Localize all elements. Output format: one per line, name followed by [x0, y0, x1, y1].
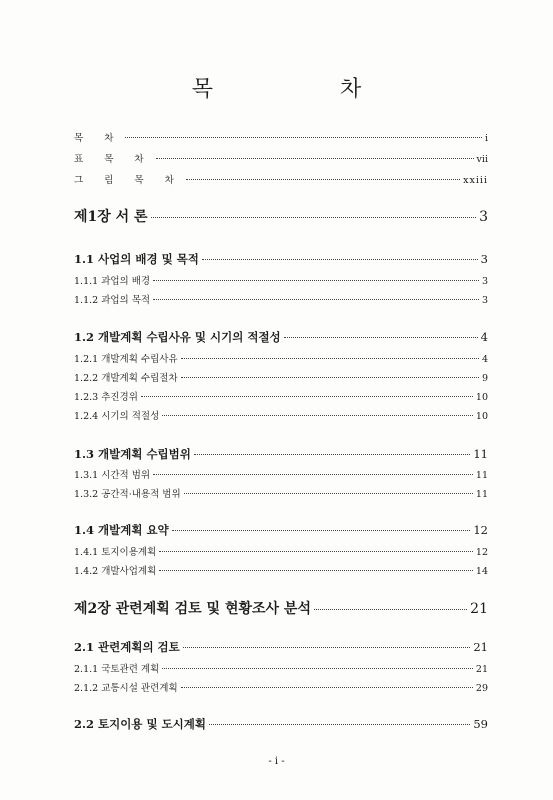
toc-entry-label: 1.2.1 개발계획 수립사유 — [74, 354, 178, 365]
toc-entry-label: 1.4 개발계획 요약 — [74, 523, 169, 537]
toc-entry-section[interactable] — [74, 446, 488, 462]
toc-entry-page: 12 — [473, 523, 488, 537]
toc-entry-page: xxiii — [463, 175, 488, 186]
dot-leader — [181, 687, 473, 688]
toc-entry-page: 4 — [481, 354, 488, 365]
toc-entry-subsection[interactable] — [74, 467, 488, 481]
toc-entry-label: 2.1.2 교통시설 관련계획 — [74, 683, 178, 694]
toc-entry-label: 그 림 목 차 — [74, 175, 183, 186]
toc-entry-page: 21 — [470, 601, 488, 617]
toc-entry-page: 3 — [481, 295, 488, 306]
toc-entry-label: 1.2 개발계획 수립사유 및 시기의 적절성 — [74, 330, 281, 344]
dot-leader — [186, 179, 460, 180]
toc-entry-label: 1.1.2 과업의 목적 — [74, 295, 151, 306]
dot-leader — [181, 377, 479, 378]
toc-entry-label: 표 목 차 — [74, 154, 153, 165]
dot-leader — [162, 415, 473, 416]
dot-leader — [141, 396, 473, 397]
toc-entry-label: 1.2.2 개발계획 수립절차 — [74, 373, 178, 384]
toc-entry-page: 9 — [481, 373, 488, 384]
toc-entry-section[interactable] — [74, 522, 488, 538]
dot-leader — [159, 551, 473, 552]
dot-leader — [209, 724, 470, 725]
dot-leader — [202, 259, 478, 260]
toc-entry-label: 1.4.2 개발사업계획 — [74, 566, 157, 577]
toc-entry-section[interactable] — [74, 329, 488, 345]
dot-leader — [159, 570, 473, 571]
toc-entry-subsection[interactable] — [74, 273, 488, 287]
toc-entry-label: 2.2 토지이용 및 도시계획 — [74, 717, 206, 731]
toc-entry-label: 1.3 개발계획 수립범위 — [74, 447, 191, 461]
toc-entry-page: 11 — [475, 470, 488, 481]
toc-entry-page: vii — [476, 154, 488, 165]
dot-leader — [125, 137, 482, 138]
toc-entry-section[interactable] — [74, 716, 488, 732]
toc-entry-page: 3 — [480, 252, 488, 266]
toc-entry-subsection[interactable] — [74, 486, 488, 500]
toc-entry-page: 21 — [475, 664, 488, 675]
toc-entry-page: 14 — [475, 566, 488, 577]
toc-entry-label: 1.3.1 시간적 범위 — [74, 470, 151, 481]
toc-entry-page: 3 — [479, 209, 488, 225]
toc-entry-front-tables[interactable] — [74, 151, 488, 165]
dot-leader — [284, 337, 478, 338]
toc-entry-label: 1.1 사업의 배경 및 목적 — [74, 252, 199, 266]
toc-entry-label: 1.4.1 토지이용계획 — [74, 547, 157, 558]
toc-entry-label: 제1장 서 론 — [74, 209, 148, 225]
toc-entry-subsection[interactable] — [74, 389, 488, 403]
toc-entry-subsection[interactable] — [74, 351, 488, 365]
toc-entry-page: 10 — [475, 392, 488, 403]
toc-entry-page: 29 — [475, 683, 488, 694]
toc-entry-label: 2.1.1 국토관련 계획 — [74, 664, 160, 675]
dot-leader — [181, 358, 479, 359]
toc-entry-subsection[interactable] — [74, 408, 488, 422]
toc-entry-subsection[interactable] — [74, 680, 488, 694]
toc-entry-subsection[interactable] — [74, 544, 488, 558]
toc-entry-subsection[interactable] — [74, 370, 488, 384]
dot-leader — [183, 647, 471, 648]
dot-leader — [151, 217, 476, 218]
dot-leader — [172, 530, 471, 531]
page-number-footer: - i - — [268, 756, 285, 767]
toc-entry-label: 목 차 — [74, 133, 123, 144]
toc-entry-section[interactable] — [74, 251, 488, 267]
dot-leader — [184, 493, 473, 494]
toc-entry-page: 12 — [475, 547, 488, 558]
toc-entry-section[interactable] — [74, 639, 488, 655]
dot-leader — [194, 454, 470, 455]
toc-entry-label: 1.3.2 공간적·내용적 범위 — [74, 489, 181, 500]
dot-leader — [153, 299, 479, 300]
toc-entry-page: 3 — [481, 276, 488, 287]
dot-leader — [162, 668, 473, 669]
toc-entry-chapter[interactable] — [74, 598, 488, 618]
toc-entry-chapter[interactable] — [74, 206, 488, 226]
toc-entry-label: 제2장 관련계획 검토 및 현황조사 분석 — [74, 601, 311, 617]
dot-leader — [153, 280, 479, 281]
toc-entry-subsection[interactable] — [74, 292, 488, 306]
toc-entry-page: 11 — [473, 447, 488, 461]
toc-entry-page: 4 — [480, 330, 488, 344]
page-title: 목 차 — [191, 77, 422, 102]
toc-entry-label: 1.1.1 과업의 배경 — [74, 276, 151, 287]
toc-entry-label: 1.2.3 추진경위 — [74, 392, 138, 403]
dot-leader — [156, 158, 474, 159]
toc-entry-page: i — [484, 133, 488, 144]
toc-entry-front-figures[interactable] — [74, 172, 488, 186]
toc-entry-subsection[interactable] — [74, 661, 488, 675]
toc-entry-page: 11 — [475, 489, 488, 500]
toc-entry-subsection[interactable] — [74, 563, 488, 577]
toc-entry-page: 10 — [475, 411, 488, 422]
dot-leader — [314, 609, 467, 610]
dot-leader — [153, 474, 473, 475]
toc-entry-page: 21 — [473, 640, 488, 654]
toc-entry-label: 2.1 관련계획의 검토 — [74, 640, 180, 654]
toc-entry-front-contents[interactable] — [74, 130, 488, 144]
toc-entry-page: 59 — [473, 717, 488, 731]
toc-entry-label: 1.2.4 시기의 적절성 — [74, 411, 160, 422]
